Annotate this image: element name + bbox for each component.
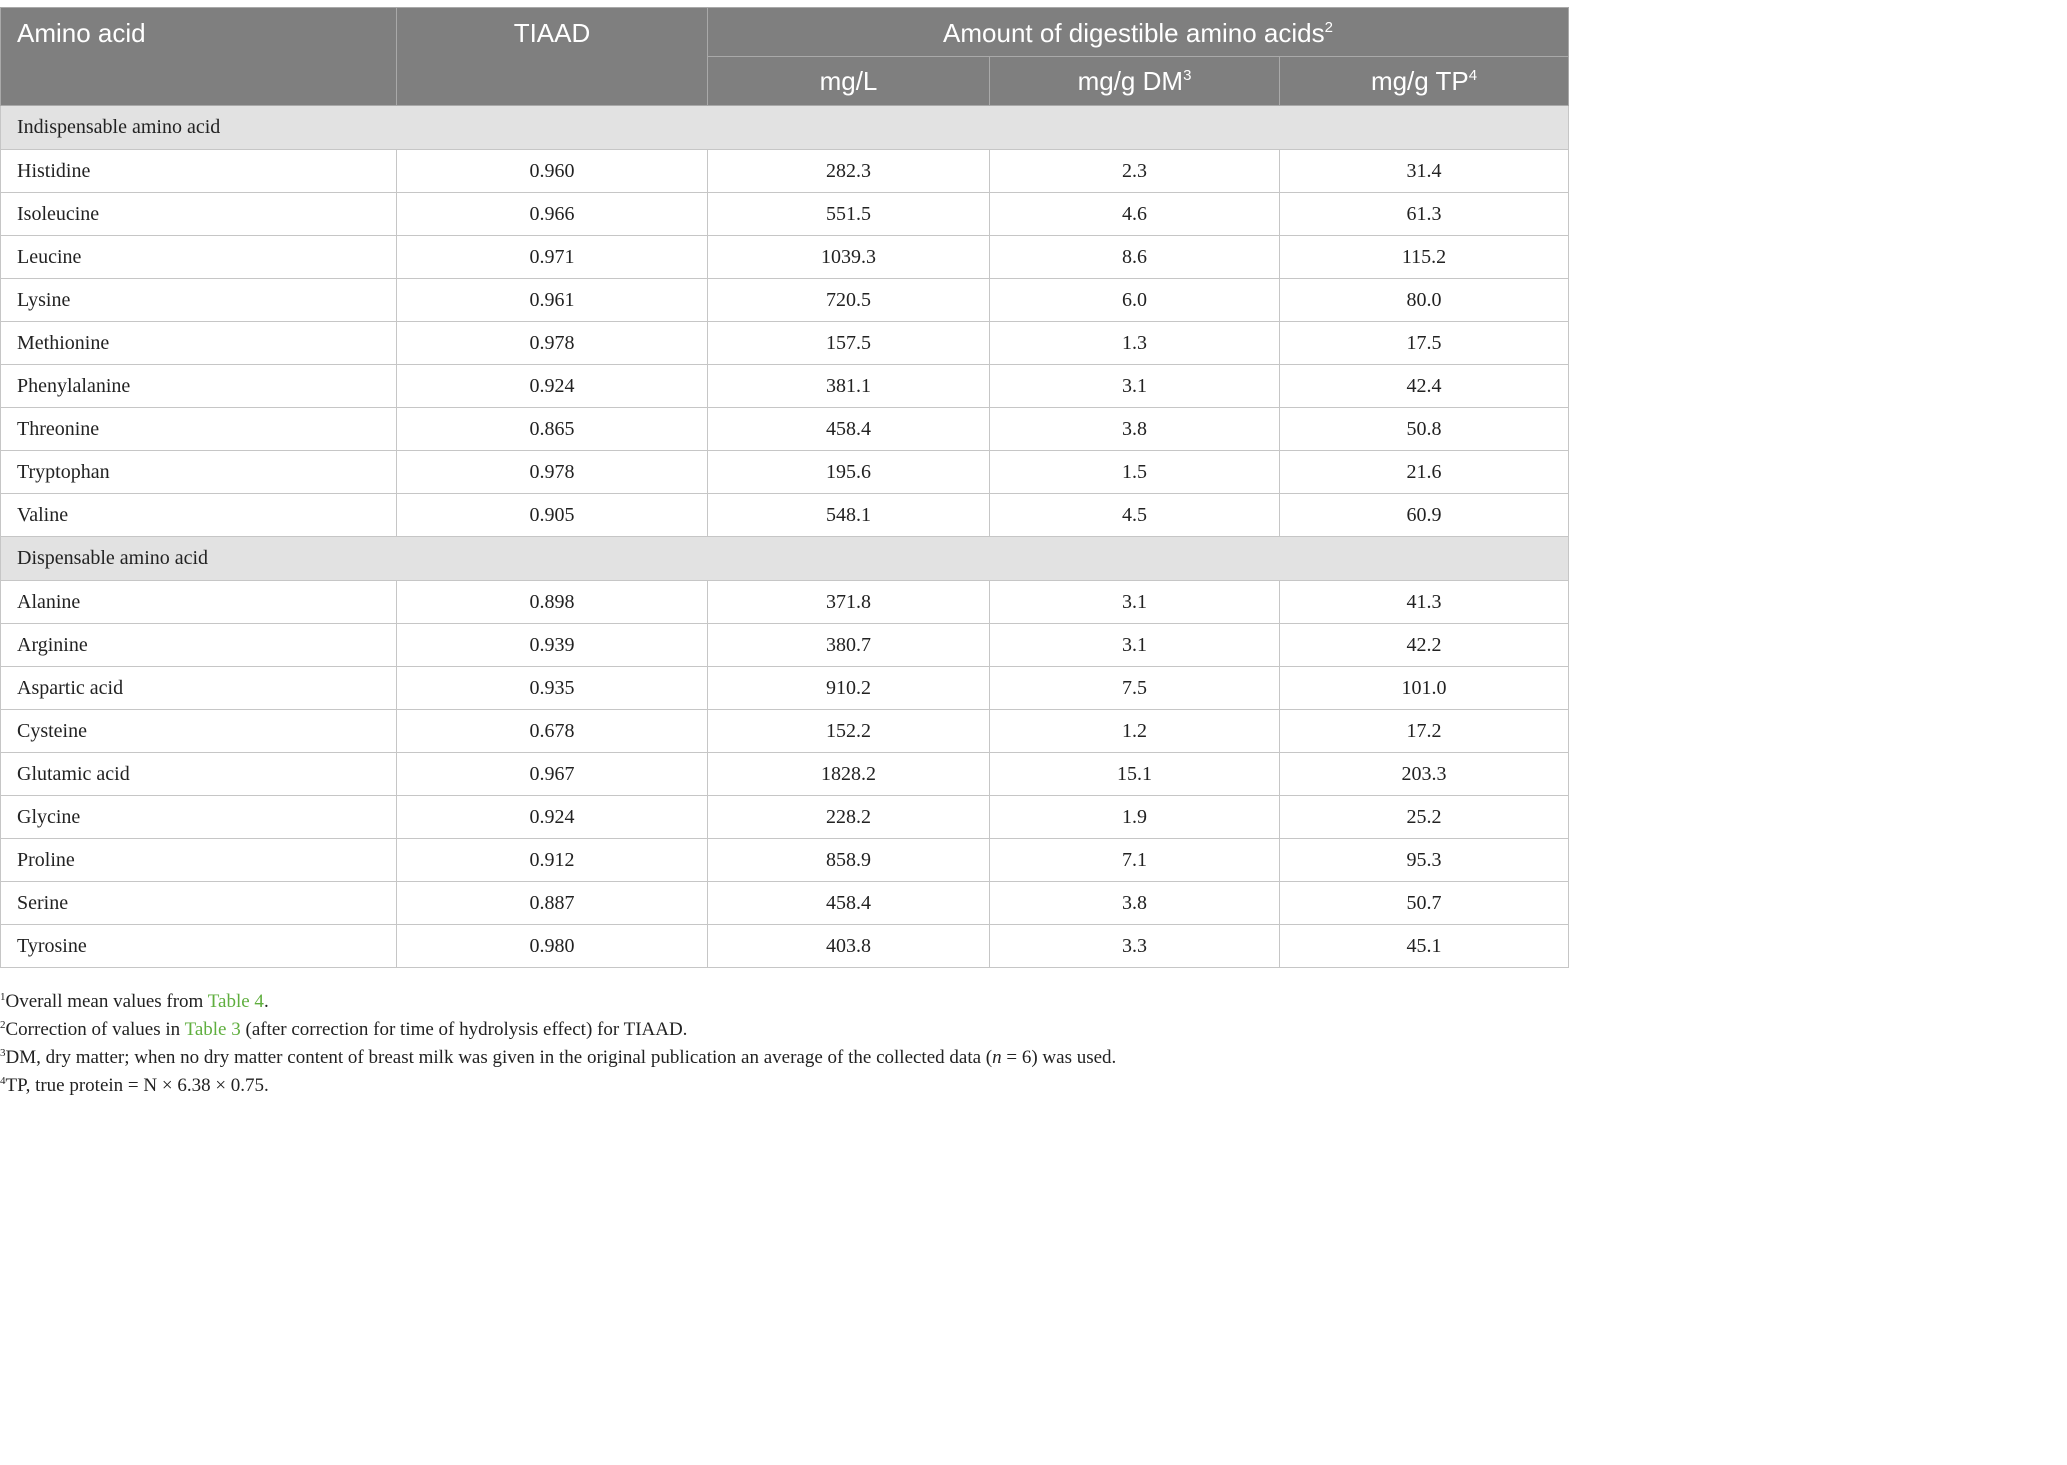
- cell-tiaad: 0.898: [397, 581, 708, 624]
- cell-mg-per-g-dm: 1.2: [990, 710, 1280, 753]
- cell-mg-per-l: 381.1: [708, 365, 990, 408]
- cell-amino-acid: Tyrosine: [1, 925, 397, 968]
- cell-tiaad: 0.924: [397, 796, 708, 839]
- cell-mg-per-g-dm: 1.9: [990, 796, 1280, 839]
- cell-mg-per-l: 720.5: [708, 279, 990, 322]
- cell-mg-per-l: 152.2: [708, 710, 990, 753]
- header-mg-per-l: mg/L: [708, 57, 990, 106]
- table-row: [1, 839, 1569, 882]
- header-amino-acid: Amino acid: [1, 8, 397, 106]
- cell-mg-per-g-tp: 21.6: [1280, 451, 1569, 494]
- cell-amino-acid: Proline: [1, 839, 397, 882]
- cell-mg-per-l: 458.4: [708, 882, 990, 925]
- cell-mg-per-g-dm: 3.1: [990, 581, 1280, 624]
- header-tp-label: mg/g TP: [1370, 65, 1469, 96]
- cell-mg-per-g-dm: 8.6: [990, 236, 1280, 279]
- table-row: [1, 494, 1569, 537]
- footnote-mark: 4: [0, 1075, 6, 1087]
- cell-mg-per-l: 157.5: [708, 322, 990, 365]
- cell-mg-per-l: 195.6: [708, 451, 990, 494]
- cell-mg-per-g-dm: 3.8: [990, 408, 1280, 451]
- footnote-3: [0, 1044, 1560, 1072]
- amino-acid-table: [0, 7, 1569, 968]
- table-4-link[interactable]: Table 4: [207, 991, 264, 1012]
- cell-amino-acid: Methionine: [1, 322, 397, 365]
- cell-mg-per-g-tp: 17.2: [1280, 710, 1569, 753]
- table-row: [1, 624, 1569, 667]
- cell-tiaad: 0.935: [397, 667, 708, 710]
- cell-mg-per-l: 551.5: [708, 193, 990, 236]
- cell-mg-per-g-tp: 17.5: [1280, 322, 1569, 365]
- cell-tiaad: 0.887: [397, 882, 708, 925]
- cell-mg-per-g-dm: 6.0: [990, 279, 1280, 322]
- cell-tiaad: 0.967: [397, 753, 708, 796]
- footnote-ref-4: 4: [1468, 66, 1478, 84]
- cell-mg-per-g-dm: 3.3: [990, 925, 1280, 968]
- cell-mg-per-g-dm: 4.5: [990, 494, 1280, 537]
- cell-mg-per-l: 910.2: [708, 667, 990, 710]
- cell-tiaad: 0.912: [397, 839, 708, 882]
- cell-tiaad: 0.961: [397, 279, 708, 322]
- table-row: [1, 365, 1569, 408]
- table-row: [1, 451, 1569, 494]
- cell-mg-per-g-dm: 3.1: [990, 624, 1280, 667]
- cell-tiaad: 0.978: [397, 322, 708, 365]
- cell-mg-per-g-tp: 115.2: [1280, 236, 1569, 279]
- cell-amino-acid: Glycine: [1, 796, 397, 839]
- header-tiaad: TIAAD: [397, 8, 708, 106]
- cell-mg-per-g-tp: 41.3: [1280, 581, 1569, 624]
- table-row: [1, 882, 1569, 925]
- table-row: [1, 796, 1569, 839]
- header-digestible-label: Amount of digestible amino acids: [943, 18, 1325, 48]
- footnote-text: TP, true protein = N × 6.38 × 0.75.: [5, 1075, 269, 1096]
- cell-mg-per-g-dm: 1.3: [990, 322, 1280, 365]
- footnote-4: [0, 1072, 1560, 1100]
- cell-mg-per-g-tp: 42.2: [1280, 624, 1569, 667]
- cell-mg-per-l: 371.8: [708, 581, 990, 624]
- cell-tiaad: 0.865: [397, 408, 708, 451]
- footnote-mark: 2: [0, 1019, 6, 1031]
- cell-mg-per-g-tp: 95.3: [1280, 839, 1569, 882]
- footnote-ref-2: 2: [1324, 19, 1333, 36]
- footnote-mark: 3: [0, 1047, 6, 1059]
- table-row: [1, 236, 1569, 279]
- cell-mg-per-g-dm: 3.1: [990, 365, 1280, 408]
- cell-amino-acid: Serine: [1, 882, 397, 925]
- cell-amino-acid: Histidine: [1, 150, 397, 193]
- cell-tiaad: 0.966: [397, 193, 708, 236]
- cell-mg-per-g-tp: 80.0: [1280, 279, 1569, 322]
- cell-amino-acid: Alanine: [1, 581, 397, 624]
- cell-amino-acid: Leucine: [1, 236, 397, 279]
- cell-mg-per-l: 1828.2: [708, 753, 990, 796]
- table-row: [1, 925, 1569, 968]
- cell-mg-per-l: 458.4: [708, 408, 990, 451]
- cell-mg-per-g-tp: 25.2: [1280, 796, 1569, 839]
- cell-amino-acid: Tryptophan: [1, 451, 397, 494]
- cell-amino-acid: Arginine: [1, 624, 397, 667]
- cell-mg-per-g-dm: 15.1: [990, 753, 1280, 796]
- cell-mg-per-l: 228.2: [708, 796, 990, 839]
- cell-tiaad: 0.905: [397, 494, 708, 537]
- cell-amino-acid: Aspartic acid: [1, 667, 397, 710]
- cell-amino-acid: Threonine: [1, 408, 397, 451]
- header-row-1: [1, 8, 1569, 57]
- table-row: [1, 408, 1569, 451]
- header-dm-label: mg/g DM: [1077, 65, 1184, 96]
- cell-amino-acid: Phenylalanine: [1, 365, 397, 408]
- cell-mg-per-g-dm: 4.6: [990, 193, 1280, 236]
- header-digestible-group: [708, 8, 1569, 57]
- cell-mg-per-g-tp: 203.3: [1280, 753, 1569, 796]
- table-row: [1, 581, 1569, 624]
- footnotes: [0, 988, 1560, 1100]
- cell-amino-acid: Valine: [1, 494, 397, 537]
- table-row: [1, 193, 1569, 236]
- cell-mg-per-l: 380.7: [708, 624, 990, 667]
- cell-mg-per-g-dm: 7.1: [990, 839, 1280, 882]
- cell-amino-acid: Isoleucine: [1, 193, 397, 236]
- cell-tiaad: 0.980: [397, 925, 708, 968]
- footnote-2: [0, 1016, 1560, 1044]
- cell-mg-per-g-tp: 101.0: [1280, 667, 1569, 710]
- cell-mg-per-g-dm: 7.5: [990, 667, 1280, 710]
- header-mg-per-g-tp: [1280, 57, 1569, 106]
- footnote-ref-3: 3: [1183, 66, 1192, 84]
- table-3-link[interactable]: Table 3: [184, 1019, 241, 1040]
- cell-mg-per-g-tp: 42.4: [1280, 365, 1569, 408]
- cell-amino-acid: Cysteine: [1, 710, 397, 753]
- cell-tiaad: 0.678: [397, 710, 708, 753]
- cell-tiaad: 0.978: [397, 451, 708, 494]
- cell-tiaad: 0.939: [397, 624, 708, 667]
- cell-mg-per-g-tp: 50.7: [1280, 882, 1569, 925]
- section-row: [1, 106, 1569, 150]
- header-mg-per-g-dm: [990, 57, 1280, 106]
- table-row: [1, 667, 1569, 710]
- cell-mg-per-g-dm: 1.5: [990, 451, 1280, 494]
- section-title: Indispensable amino acid: [1, 106, 1569, 150]
- cell-amino-acid: Glutamic acid: [1, 753, 397, 796]
- section-title: Dispensable amino acid: [1, 537, 1569, 581]
- table-row: [1, 322, 1569, 365]
- cell-mg-per-g-tp: 45.1: [1280, 925, 1569, 968]
- footnote-1: [0, 988, 1560, 1016]
- cell-mg-per-g-dm: 2.3: [990, 150, 1280, 193]
- cell-tiaad: 0.971: [397, 236, 708, 279]
- table-row: [1, 279, 1569, 322]
- table-row: [1, 150, 1569, 193]
- cell-amino-acid: Lysine: [1, 279, 397, 322]
- cell-tiaad: 0.924: [397, 365, 708, 408]
- footnote-mark: 1: [0, 991, 6, 1003]
- footnote-text: (after correction for time of hydrolysis effect) for TIAAD.: [240, 1019, 688, 1040]
- section-row: [1, 537, 1569, 581]
- cell-mg-per-g-tp: 61.3: [1280, 193, 1569, 236]
- footnote-text: Correction of values in: [5, 1019, 185, 1040]
- cell-mg-per-g-tp: 60.9: [1280, 494, 1569, 537]
- table-row: [1, 710, 1569, 753]
- cell-mg-per-l: 403.8: [708, 925, 990, 968]
- cell-mg-per-g-tp: 31.4: [1280, 150, 1569, 193]
- cell-mg-per-l: 858.9: [708, 839, 990, 882]
- cell-mg-per-l: 282.3: [708, 150, 990, 193]
- table-row: [1, 753, 1569, 796]
- footnote-text: DM, dry matter; when no dry matter content of breast milk was given in the original publication an average of the collected data (: [5, 1047, 993, 1068]
- cell-mg-per-l: 1039.3: [708, 236, 990, 279]
- cell-tiaad: 0.960: [397, 150, 708, 193]
- footnote-text: .: [263, 991, 269, 1012]
- table-body: [1, 106, 1569, 968]
- footnote-italic-n: n: [992, 1047, 1002, 1068]
- cell-mg-per-g-tp: 50.8: [1280, 408, 1569, 451]
- footnote-text: = 6) was used.: [1001, 1047, 1117, 1068]
- footnote-text: Overall mean values from: [5, 991, 208, 1012]
- cell-mg-per-g-dm: 3.8: [990, 882, 1280, 925]
- cell-mg-per-l: 548.1: [708, 494, 990, 537]
